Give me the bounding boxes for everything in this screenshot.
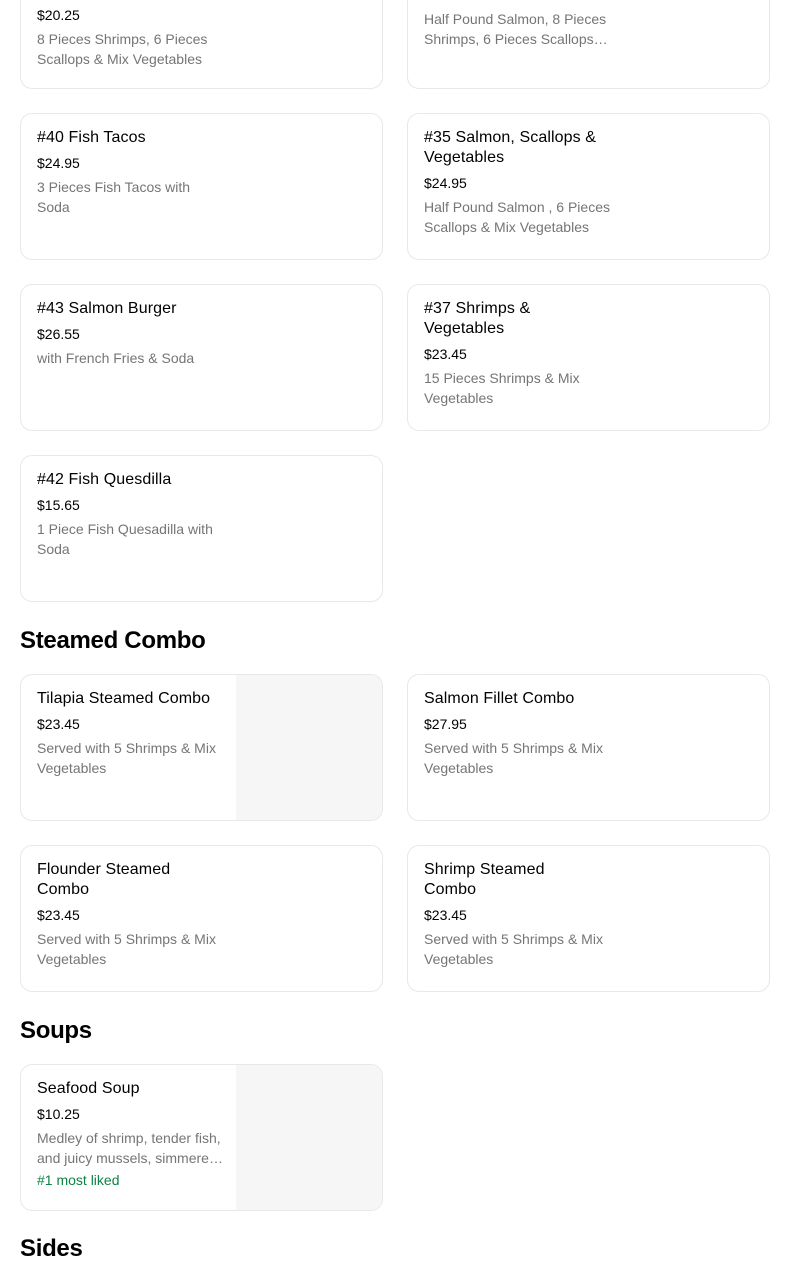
menu-item-price: $23.45 [37, 716, 80, 732]
menu-item-price: $23.45 [424, 346, 467, 362]
menu-item-price: $10.25 [37, 1106, 80, 1122]
menu-item-image [236, 675, 382, 820]
menu-item-description: Served with 5 Shrimps & Mix Vegetables [37, 740, 216, 776]
menu-item-name: Seafood Soup [37, 1080, 140, 1097]
menu-item-description: Half Pound Salmon, 8 Pieces Shrimps, 6 Pieces Scallops & [424, 11, 607, 47]
menu-item-card[interactable] [407, 674, 770, 821]
menu-item-card[interactable] [407, 0, 770, 89]
menu-item-card[interactable] [20, 455, 383, 602]
menu-item-price: $23.45 [424, 907, 467, 923]
menu-item-price: $24.95 [424, 175, 467, 191]
menu-item-description: Served with 5 Shrimps & Mix Vegetables [37, 931, 216, 967]
menu-item-name: Shrimp Steamed Combo [424, 861, 545, 898]
menu-item-name: #43 Salmon Burger [37, 300, 177, 317]
menu-item-info [37, 689, 223, 778]
menu-item-name: Salmon Fillet Combo [424, 690, 575, 707]
menu-item-info [424, 689, 610, 778]
menu-item-price: $27.95 [424, 716, 467, 732]
menu-item-info [37, 860, 223, 969]
menu-item-description: 15 Pieces Shrimps & Mix Vegetables [424, 370, 580, 406]
menu-item-card[interactable] [407, 284, 770, 431]
menu-item-card[interactable] [20, 284, 383, 431]
menu-item-info [424, 9, 610, 49]
menu-item-description: 3 Pieces Fish Tacos with Soda [37, 179, 191, 215]
menu-item-name: Tilapia Steamed Combo [37, 690, 211, 707]
menu-item-price: $20.25 [37, 7, 80, 23]
menu-item-card[interactable] [20, 674, 383, 821]
menu-item-description: Served with 5 Shrimps & Mix Vegetables [424, 740, 603, 776]
menu-item-name: #40 Fish Tacos [37, 129, 146, 146]
menu-item-name: #42 Fish Quesdilla [37, 471, 172, 488]
menu-item-name: #37 Shrimps & Vegetables [424, 300, 531, 337]
menu-item-info [37, 1079, 223, 1190]
menu-item-info [37, 5, 223, 69]
menu-item-price: $23.45 [37, 907, 80, 923]
menu-item-image [236, 1065, 382, 1210]
most-liked-badge: #1 most liked [37, 1172, 120, 1188]
menu-item-info [37, 470, 223, 559]
menu-item-description: with French Fries & Soda [37, 350, 195, 366]
menu-item-card[interactable] [20, 845, 383, 992]
menu-item-description: Served with 5 Shrimps & Mix Vegetables [424, 931, 603, 967]
menu-item-info [37, 128, 223, 217]
menu-item-description: Half Pound Salmon , 6 Pieces Scallops & Mix Vegetables [424, 199, 610, 235]
menu-item-card[interactable] [20, 1064, 383, 1211]
menu-item-name: #35 Salmon, Scallops & Vegetables [424, 129, 597, 166]
section-title-sides: Sides [20, 1235, 83, 1262]
menu-item-description: 1 Piece Fish Quesadilla with Soda [37, 521, 213, 557]
menu-item-info [37, 299, 223, 368]
menu-item-price: $26.55 [37, 326, 80, 342]
menu-item-price: $15.65 [37, 497, 80, 513]
menu-item-card[interactable] [20, 0, 383, 89]
menu-item-name: Flounder Steamed Combo [37, 861, 171, 898]
menu-item-info [424, 128, 610, 237]
menu-item-info [424, 860, 610, 969]
section-title-soups: Soups [20, 1017, 92, 1044]
menu-item-card[interactable] [407, 113, 770, 260]
menu-item-description: Medley of shrimp, tender fish, and juicy mussels, simmered [37, 1130, 221, 1166]
menu-item-price: $24.95 [37, 155, 80, 171]
menu-item-description: 8 Pieces Shrimps, 6 Pieces Scallops & Mix Vegetables [37, 31, 208, 67]
menu-item-info [424, 299, 610, 408]
section-title-steamed-combo: Steamed Combo [20, 627, 206, 654]
menu-item-card[interactable] [20, 113, 383, 260]
menu-item-card[interactable] [407, 845, 770, 992]
